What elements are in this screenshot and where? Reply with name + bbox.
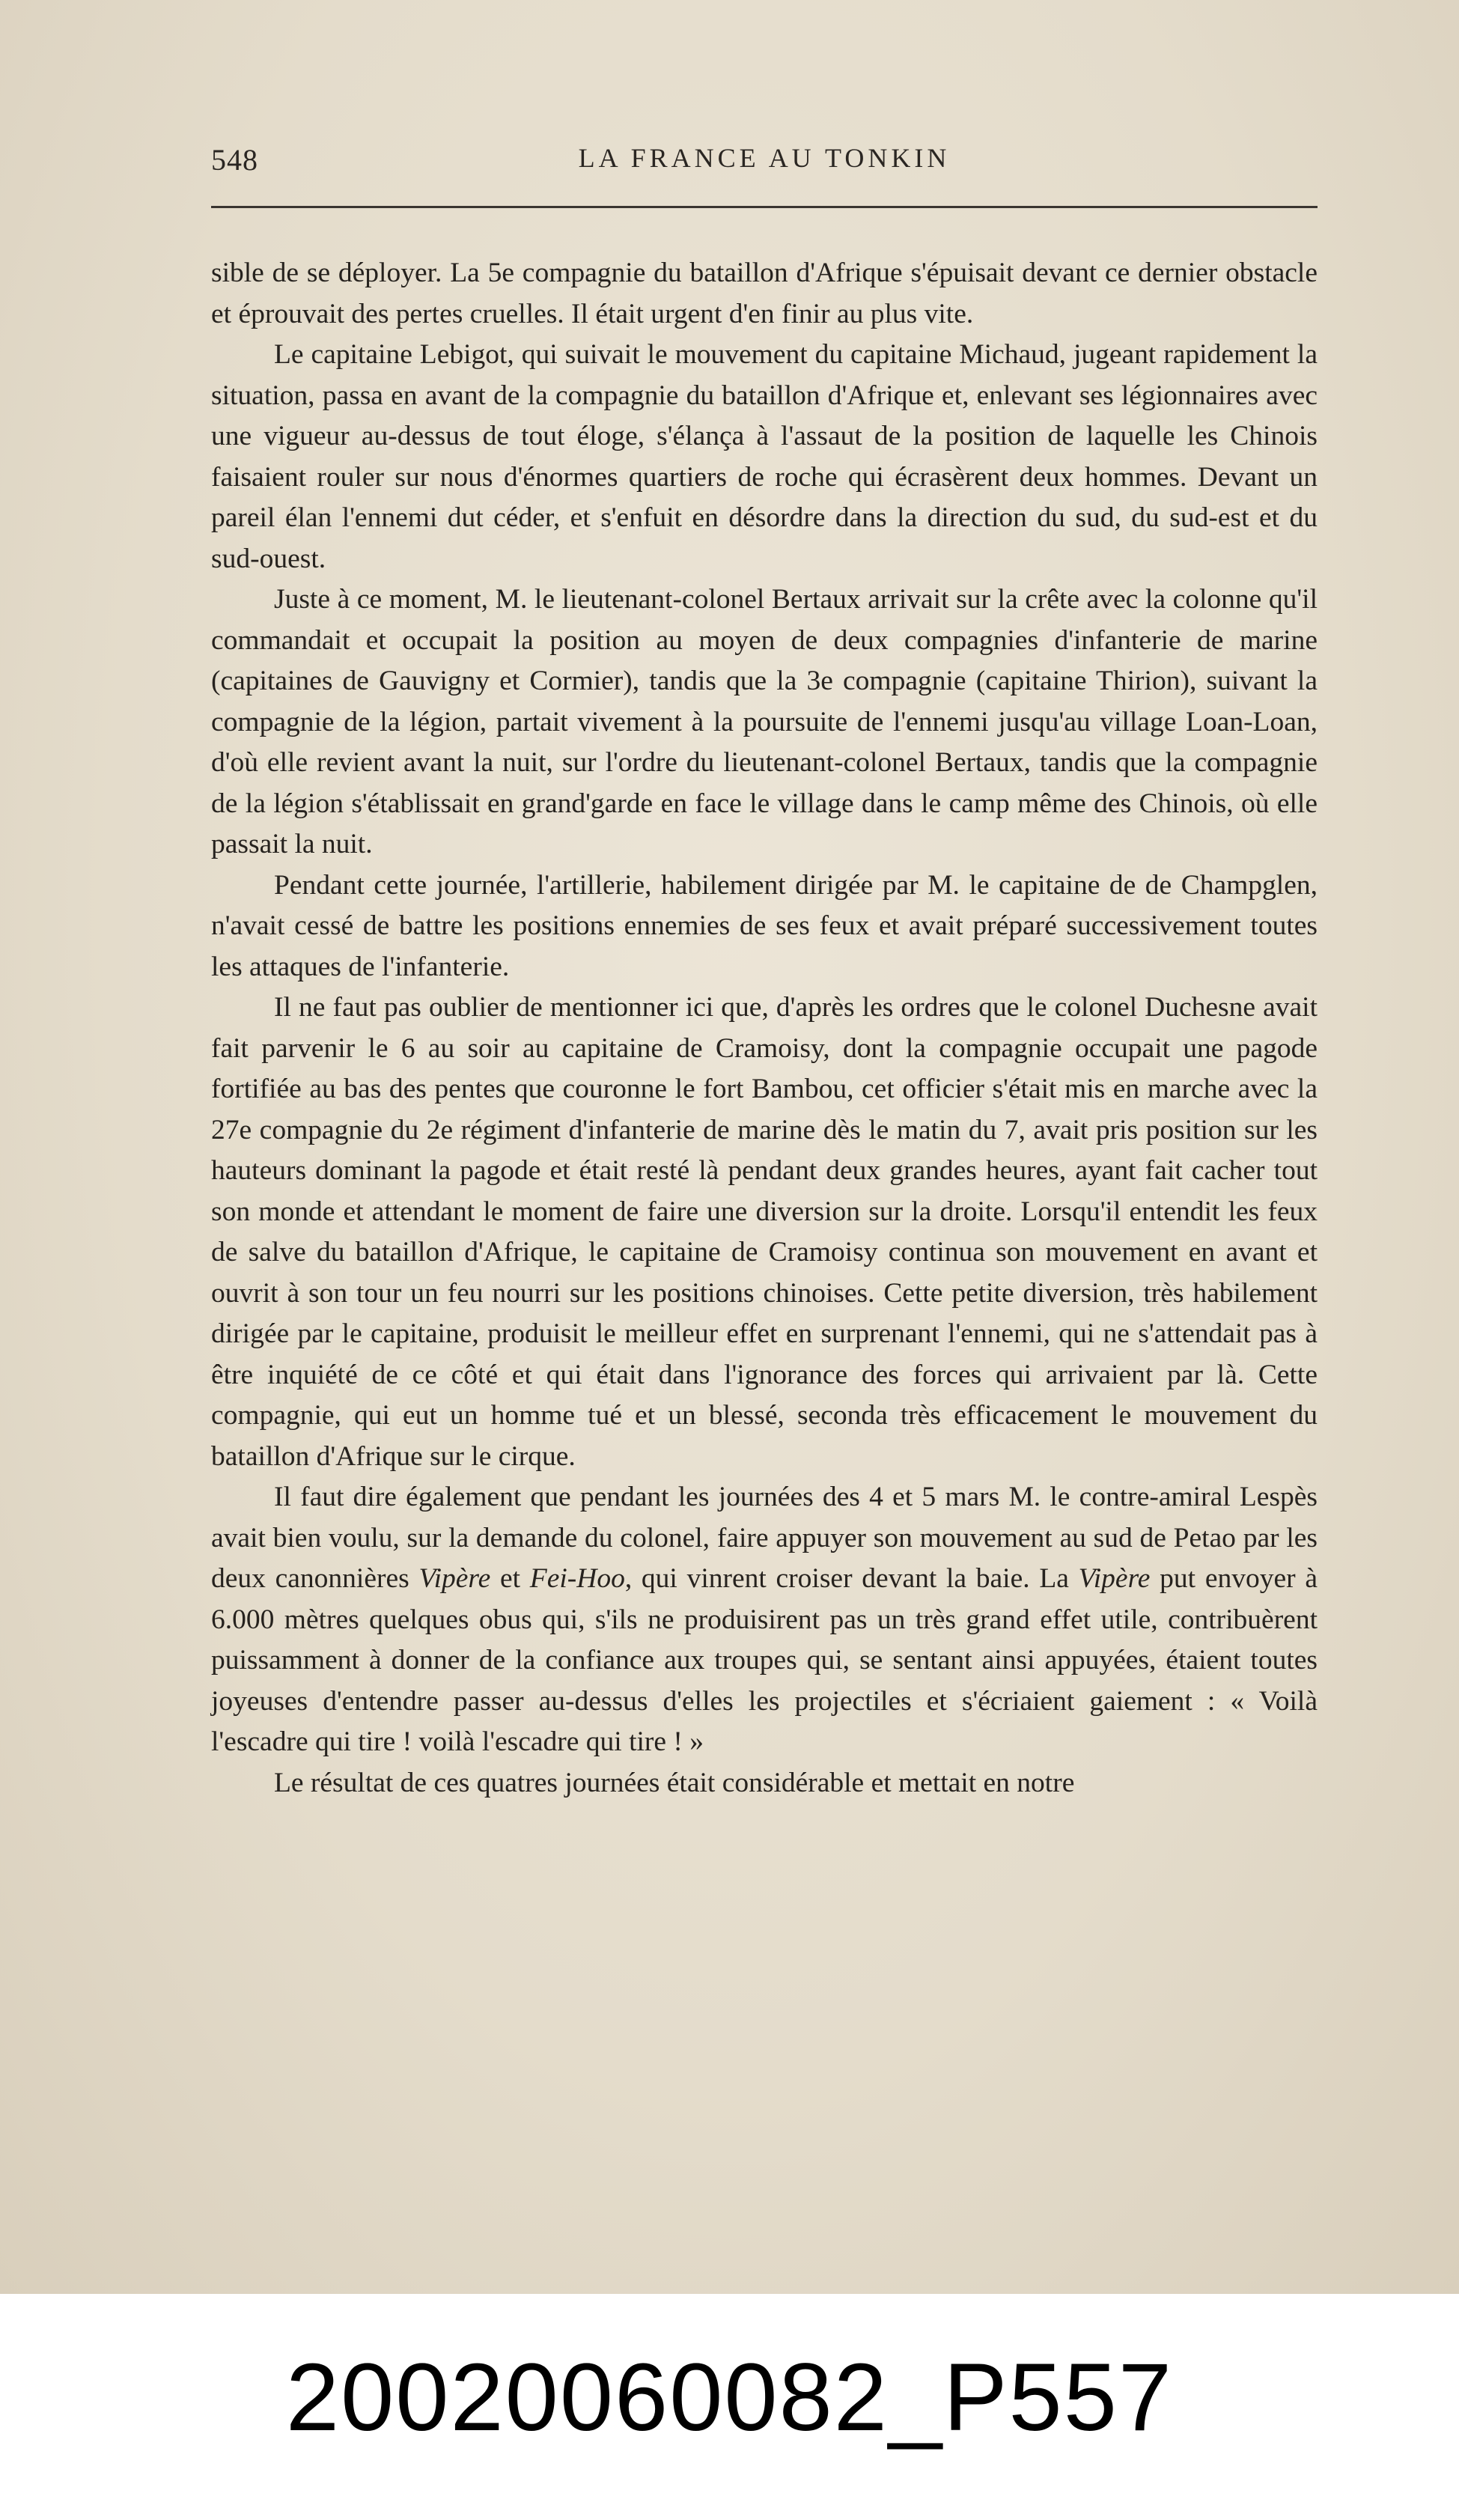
paragraph: Le résultat de ces quatres journées était considérable et mettait en notre [274, 1767, 1075, 1798]
body-text [211, 253, 1318, 1804]
document-identifier: 20020060082_P557 [285, 2344, 1174, 2451]
paragraph: Il ne faut pas oublier de mentionner ici que, d'après les ordres que le colonel Duchesne avait fait parvenir le 6 au soir au capitaine de Cramoisy, dont la compagnie occupait une pagode fortifiée au bas des pentes que couronne le fort Bambou, cet officier s'était mis en marche avec la 27e compagnie du 2e régiment d'infanterie de marine dès le matin du 7, avait pris position sur les hauteurs dominant la pagode et était resté là pendant deux grandes heures, ayant fait cacher tout son monde et attendant le moment de faire une diversion sur la droite. Lorsqu'il entendit les feux de salve du bataillon d'Afrique, le capitaine de Cramoisy continua son mouvement en avant et ouvrit à son tour un feu nourri sur les positions chinoises. Cette petite diversion, très habilement dirigée par le capitaine, produisit le meilleur effet en surprenant l'ennemi, qui ne s'attendait pas à être inquiété de ce côté et qui était dans l'ignorance des forces qui arrivaient par là. Cette compagnie, qui eut un homme tué et un blessé, seconda très efficacement le mouvement du bataillon d'Afrique sur le cirque. [211, 992, 1318, 1472]
paragraph-text: et [490, 1563, 530, 1594]
paragraph-text: Il faut dire également que pendant les journées des 4 et 5 mars M. le contre-amiral Lespès avait bien voulu, sur la demande du colonel, faire appuyer son mouvement au sud de Petao par les deux canonnières [211, 1482, 1318, 1594]
ship-name: Fei-Hoo [529, 1563, 625, 1594]
ship-name: Vipère [1078, 1563, 1151, 1594]
ship-name: Vipère [418, 1563, 491, 1594]
running-title: LA FRANCE AU TONKIN [578, 143, 951, 173]
page-header [211, 142, 1318, 187]
header-rule [211, 206, 1318, 208]
paragraph: Juste à ce moment, M. le lieutenant-colonel Bertaux arrivait sur la crête avec la colonne qu'il commandait et occupait la position au moyen de deux compagnies d'infanterie de marine (capitaines de Gauvigny et Cormier), tandis que la 3e compagnie (capitaine Thirion), suivant la compagnie de la légion, partait vivement à la poursuite de l'ennemi jusqu'au village Loan-Loan, d'où elle revient avant la nuit, sur l'ordre du lieutenant-colonel Bertaux, tandis que la compagnie de la légion s'établissait en grand'garde en face le village dans le camp même des Chinois, où elle passait la nuit. [211, 584, 1318, 859]
paragraph-text: put envoyer à 6.000 mètres quelques obus qui, s'ils ne produisirent pas un très grand effet utile, contribuèrent puissamment à donner de la confiance aux troupes qui, se sentant ainsi appuyées, étaient toutes joyeuses d'entendre passer au-dessus d'elles les projectiles et s'écriaient gaiement : « Voilà l'escadre qui tire ! voilà l'escadre qui tire ! » [211, 1563, 1318, 1757]
paragraph: sible de se déployer. La 5e compagnie du bataillon d'Afrique s'épuisait devant ce dernier obstacle et éprouvait des pertes cruelles. Il était urgent d'en finir au plus vite. [211, 258, 1318, 329]
paragraph: Pendant cette journée, l'artillerie, habilement dirigée par M. le capitaine de de Champglen, n'avait cessé de battre les positions ennemies de ses feux et avait préparé successivement toutes les attaques de l'infanterie. [211, 869, 1318, 982]
paragraph [211, 1477, 1318, 1763]
page-number: 548 [211, 143, 258, 177]
paragraph-text: , qui vinrent croiser devant la baie. La [624, 1563, 1079, 1594]
paragraph: Le capitaine Lebigot, qui suivait le mouvement du capitaine Michaud, jugeant rapidement la situation, passa en avant de la compagnie du bataillon d'Afrique et, enlevant ses légionnaires avec une vigueur au-dessus de tout éloge, s'élança à l'assaut de la position de laquelle les Chinois faisaient rouler sur nous d'énormes quartiers de roche qui écrasèrent deux hommes. Devant un pareil élan l'ennemi dut céder, et s'enfuit en désordre dans la direction du sud, du sud-est et du sud-ouest. [211, 339, 1318, 574]
